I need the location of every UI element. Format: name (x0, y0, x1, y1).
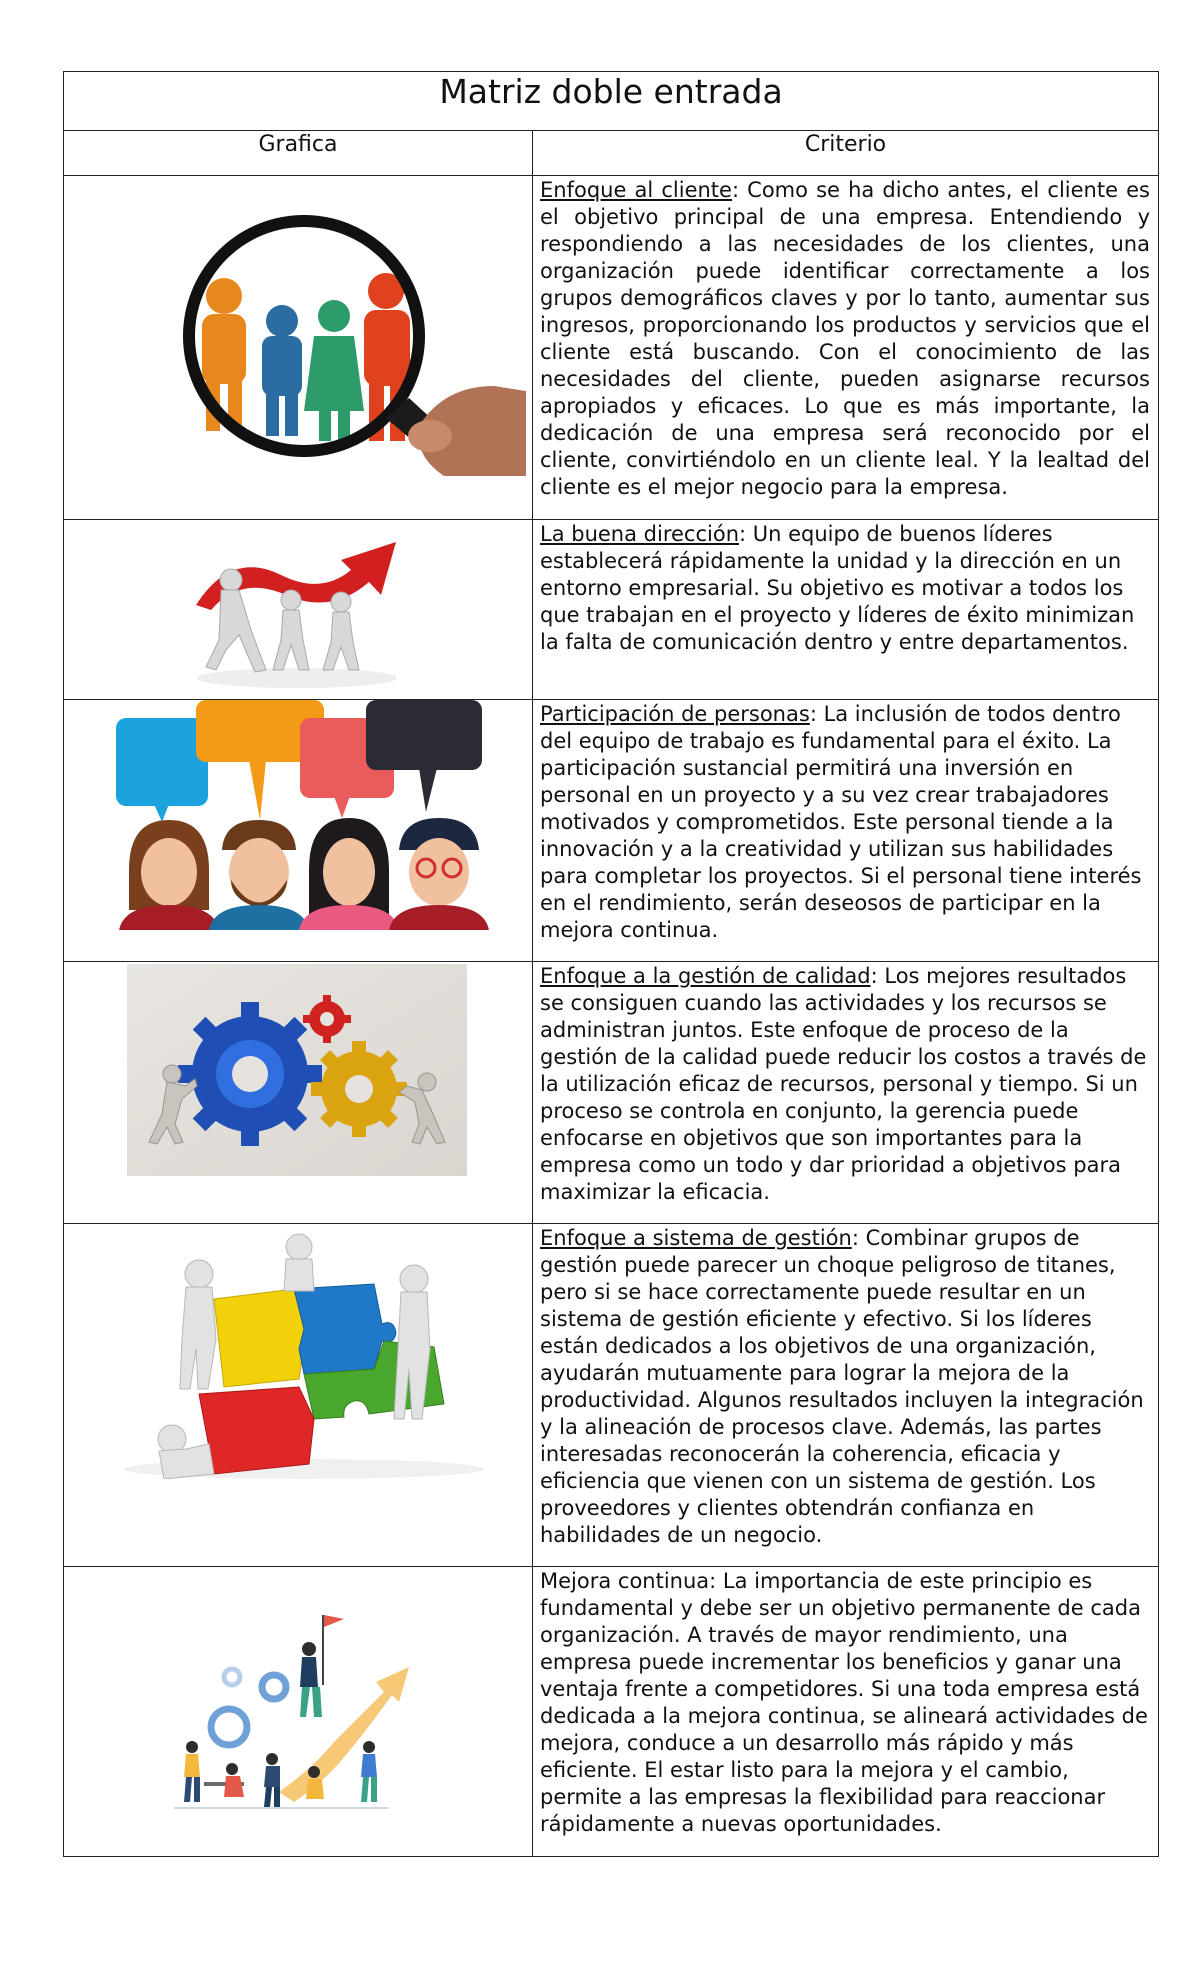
image-cell (64, 962, 533, 1224)
image-cell (64, 700, 533, 962)
table-row (64, 1567, 1159, 1857)
matrix-title: Matriz doble entrada (64, 72, 1159, 131)
table-row (64, 176, 1159, 520)
puzzle-team-icon (104, 1229, 504, 1479)
criterion-cell (533, 176, 1159, 520)
column-header-criterio: Criterio (533, 131, 1159, 176)
criterion-cell (533, 1567, 1159, 1857)
gears-figures-icon (127, 964, 467, 1176)
criterion-cell (533, 962, 1159, 1224)
table-row (64, 520, 1159, 700)
people-speech-bubbles-icon (94, 700, 502, 930)
criterion-text: Mejora continua: La importancia de este principio es fundamental y debe ser un objetivo permanente de cada organización. A través de mayor rendimiento, una empresa puede incrementar los beneficios y ganar una ventaja frente a competidores. Si una toda empresa está dedicada a la mejora continua, se alineará actividades de mejora, conduce a un desarrollo más rápido y más eficiente. El estar listo para la mejora y el cambio, permite a las empresas la flexibilidad para reaccionar rápidamente a nuevas oportunidades. (540, 1569, 1148, 1836)
criterion-cell (533, 700, 1159, 962)
magnifier-people-icon (164, 186, 526, 476)
criterion-text: : Combinar grupos de gestión puede parecer un choque peligroso de titanes, pero si se hace correctamente puede resultar en un sistema de gestión eficiente y efectivo. Si los líderes están dedicados a los objetivos de una organización, ayudarán mutuamente para lograr la mejora de la productividad. Algunos resultados incluyen la integración y la alineación de procesos clave. Además, las partes interesadas reconocerán la coherencia, eficacia y eficiencia que vienen con un sistema de gestión. Los proveedores y clientes obtendrán confianza en habilidades de un negocio. (540, 1226, 1144, 1547)
criterion-text: : Como se ha dicho antes, el cliente es el objetivo principal de una empresa. Entendiendo y respondiendo a las necesidades de los clientes, una organización puede identificar correctamente a los grupos demográficos claves y por lo tanto, aumentar sus ingresos, proporcionando los productos y servicios que el cliente está buscando. Con el conocimiento de las necesidades del cliente, pueden asignarse recursos apropiados y eficaces. Lo que es más importante, la dedicación de una empresa será reconocido por el cliente, convirtiéndolo en un cliente leal. Y la lealtad del cliente es el mejor negocio para la empresa. (540, 178, 1150, 499)
criterion-term: Enfoque al cliente (540, 178, 732, 202)
continuous-improvement-icon (164, 1597, 434, 1827)
criterion-term: Participación de personas (540, 702, 810, 726)
image-cell (64, 176, 533, 520)
image-cell (64, 1224, 533, 1567)
criterion-text: : La inclusión de todos dentro del equipo de trabajo es fundamental para el éxito. La participación sustancial permitirá una inversión en personal en un proyecto y a su vez crear trabajadores motivados y comprometidos. Este personal tiende a la innovación y a la creatividad y utilizan sus habilidades para completar los proyectos. Si el personal tiene interés en el rendimiento, serán deseosos de participar en la mejora continua. (540, 702, 1142, 942)
criterion-term: Enfoque a la gestión de calidad (540, 964, 871, 988)
column-header-grafica: Grafica (64, 131, 533, 176)
double-entry-matrix (63, 71, 1159, 1857)
criterion-term: La buena dirección (540, 522, 739, 546)
criterion-text: : Un equipo de buenos líderes establecerá rápidamente la unidad y la dirección en un entorno empresarial. Su objetivo es motivar a todos los que trabajan en el proyecto y líderes de éxito minimizan la falta de comunicación dentro y entre departamentos. (540, 522, 1135, 654)
figures-carrying-arrow-icon (191, 530, 403, 690)
table-row (64, 700, 1159, 962)
criterion-term: Enfoque a sistema de gestión (540, 1226, 852, 1250)
criterion-cell (533, 1224, 1159, 1567)
criterion-text: : Los mejores resultados se consiguen cuando las actividades y los recursos se administran juntos. Este enfoque de proceso de la gestión de la calidad puede reducir los costos a través de la utilización eficaz de recursos, personal y tiempo. Si un proceso se controla en conjunto, la gerencia puede enfocarse en objetivos que son importantes para la empresa como un todo y dar prioridad a objetivos para maximizar la eficacia. (540, 964, 1147, 1204)
image-cell (64, 1567, 533, 1857)
table-row (64, 962, 1159, 1224)
criterion-cell (533, 520, 1159, 700)
table-row (64, 1224, 1159, 1567)
image-cell (64, 520, 533, 700)
